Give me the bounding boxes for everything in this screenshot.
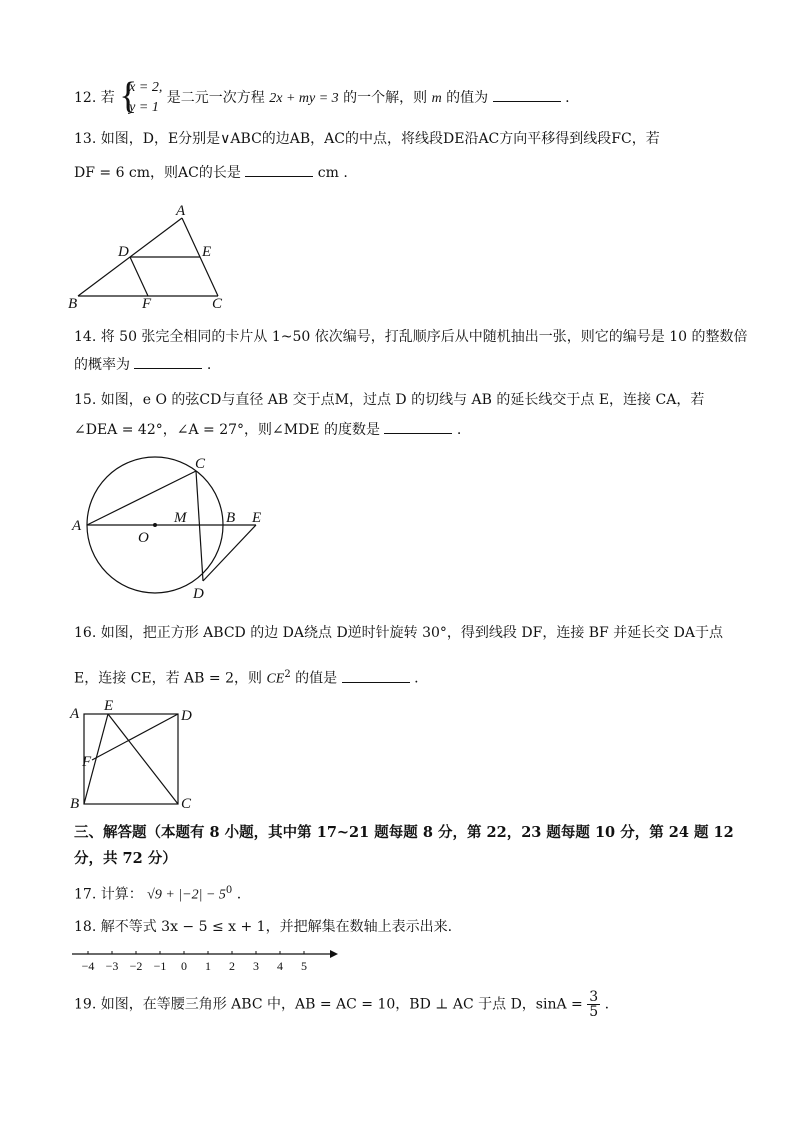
q16-answer-blank[interactable] [342, 668, 410, 683]
q16-line2-c: . [414, 670, 419, 687]
brace-icon: { [119, 75, 138, 117]
number-line-tick-label: 4 [277, 959, 283, 973]
number-line-tick-label: 5 [301, 959, 307, 973]
fig15-label-c: C [195, 456, 206, 472]
q13-answer-blank[interactable] [245, 162, 313, 177]
fig13-label-e: E [202, 244, 212, 260]
q15-line1: 15. 如图，e O 的弦CD与直径 AB 交于点M，过点 D 的切线与 AB 的延长线交于点 E，连接 CA，若 [74, 392, 705, 408]
section-3-heading [74, 820, 734, 872]
q12-equation-system [119, 75, 163, 118]
number-line-tick-label: −4 [81, 959, 95, 973]
center-point-icon [153, 523, 157, 527]
q14-line2-b: . [206, 357, 212, 373]
q19-fraction [587, 990, 600, 1019]
q12-sys-line2: y = 1 [129, 100, 159, 115]
number-line-tick-label: −1 [153, 959, 167, 973]
fig13-label-a: A [176, 203, 186, 219]
number-line-tick-label: 1 [205, 959, 211, 973]
q12-answer-blank[interactable] [493, 87, 561, 102]
fig13-label-b: B [68, 296, 78, 312]
q19-frac-denominator: 5 [589, 1004, 599, 1020]
q12-number: 12. 若 [74, 90, 115, 106]
question-18 [74, 916, 734, 938]
question-15 [74, 389, 734, 441]
q18-text: 18. 解不等式 3x − 5 ≤ x + 1，并把解集在数轴上表示出来. [74, 919, 453, 935]
q14-line2-a: 的概率为 [74, 357, 130, 373]
fig15-label-o: O [138, 530, 149, 546]
q13-line1: 13. 如图，D，E分别是∨ABC的边AB，AC的中点，将线段DE沿AC方向平移得到线段FC，若 [74, 131, 660, 147]
q12-variable: m [431, 91, 442, 106]
q14-answer-blank[interactable] [134, 354, 202, 369]
q19-end: . [604, 996, 610, 1013]
number-line-tick-label: 2 [229, 959, 235, 973]
section-3-line2: 分，共 72 分） [74, 850, 177, 867]
q16-line2-b: 的值是 [295, 670, 338, 687]
q17-label: 17. 计算： [74, 886, 143, 903]
q14-line1: 14. 将 50 张完全相同的卡片从 1~50 依次编号，打乱顺序后从中随机抽出一张，则它的编号是 10 的整数倍 [74, 329, 748, 345]
q15-answer-blank[interactable] [384, 419, 452, 434]
q16-line1: 16. 如图，把正方形 ABCD 的边 DA绕点 D逆时针旋转 30°，得到线段 DF，连接 BF 并延长交 DA于点 [74, 625, 724, 641]
fig16-label-a: A [70, 706, 80, 722]
fig15-label-d: D [193, 586, 204, 602]
fig16-label-d: D [181, 708, 192, 724]
question-16 [74, 622, 734, 691]
q12-end: . [565, 90, 570, 106]
figure-16-square [66, 698, 206, 814]
fig13-label-d: D [118, 244, 129, 260]
fig15-label-a: A [72, 518, 82, 534]
q15-line2-b: . [456, 422, 462, 438]
fig13-label-f: F [142, 296, 152, 312]
figure-15-circle [66, 450, 276, 602]
figure-13-triangle [66, 200, 236, 312]
q19-text: 19. 如图，在等腰三角形 ABC 中，AB = AC = 10，BD ⊥ AC 于点 D，sinA = [74, 996, 583, 1013]
fig15-label-m: M [174, 510, 187, 526]
q17-expression: √9 + |−2| − 5 [147, 887, 226, 903]
q12-equation: 2x + my = 3 [269, 91, 339, 106]
number-line-tick-label: −3 [105, 959, 119, 973]
fig16-label-e: E [104, 698, 114, 714]
q12-text-a: 是二元一次方程 [166, 90, 265, 106]
q15-line2-a: ∠DEA = 42°，∠A = 27°，则∠MDE 的度数是 [74, 422, 380, 438]
question-19 [74, 990, 734, 1019]
fig16-label-c: C [181, 796, 192, 812]
q17-end: . [236, 886, 242, 903]
q12-text-c: 的值为 [446, 90, 489, 106]
q13-line2-a: DF = 6 cm，则AC的长是 [74, 165, 241, 181]
question-17 [74, 880, 734, 907]
number-line-tick-label: −2 [129, 959, 143, 973]
fig15-label-e: E [252, 510, 262, 526]
fig13-label-c: C [212, 296, 223, 312]
q16-line2-a: E，连接 CE，若 AB = 2，则 [74, 670, 262, 687]
question-13 [74, 128, 734, 184]
section-3-line1: 三、解答题（本题有 8 小题，其中第 17~21 题每题 8 分，第 22，23 题每题 10 分，第 24 题 12 [74, 824, 734, 841]
q16-exponent: 2 [284, 669, 291, 680]
number-line [66, 944, 346, 974]
number-line-tick-label: 0 [181, 959, 187, 973]
q13-line2-b: cm . [317, 165, 348, 181]
q12-sys-line1: x = 2, [129, 80, 163, 95]
number-line-tick-label: 3 [253, 959, 259, 973]
question-12 [74, 75, 734, 118]
fig16-label-b: B [70, 796, 80, 812]
q19-frac-numerator: 3 [589, 989, 599, 1005]
question-14 [74, 326, 748, 376]
fig16-label-f: F [82, 754, 92, 770]
fig15-label-b: B [226, 510, 236, 526]
q17-exponent: 0 [225, 885, 233, 896]
arrow-right-icon [330, 950, 338, 958]
q16-ce: CE [266, 671, 285, 687]
q12-text-b: 的一个解，则 [343, 90, 428, 106]
